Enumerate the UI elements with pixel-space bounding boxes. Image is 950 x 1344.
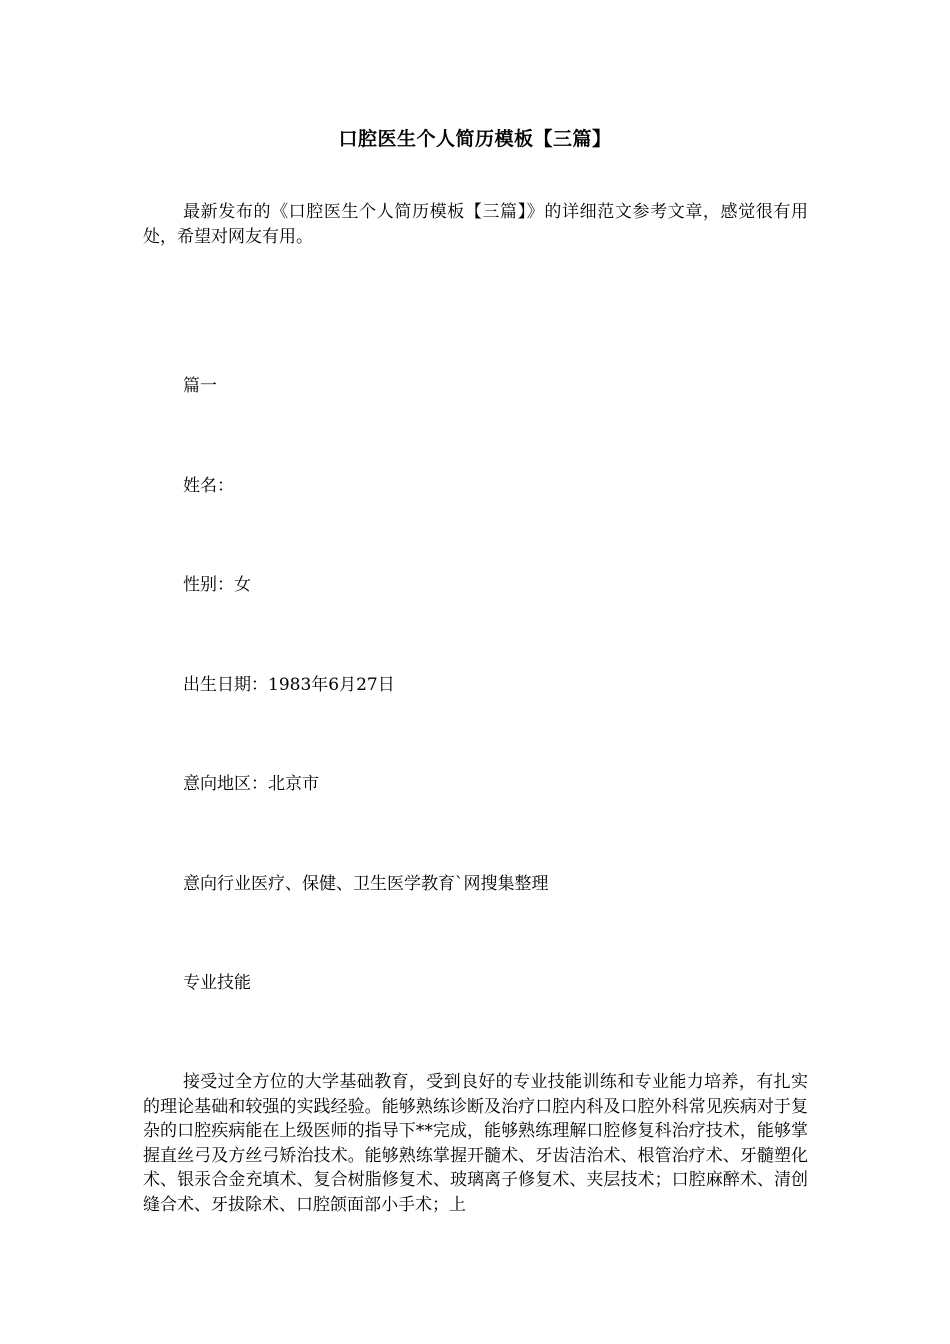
- gender-field: 性别：女: [183, 575, 251, 595]
- industry-field: 意向行业医疗、保健、卫生医学教育`网搜集整理: [183, 874, 549, 894]
- skills-heading: 专业技能: [183, 973, 251, 993]
- birth-date-field: 出生日期：1983年6月27日: [183, 675, 395, 695]
- name-field: 姓名：: [183, 476, 234, 496]
- document-title: 口腔医生个人简历模板【三篇】: [338, 128, 612, 150]
- intro-paragraph: 最新发布的《口腔医生个人简历模板【三篇】》的详细范文参考文章，感觉很有用处，希望对网友有用。: [143, 202, 808, 247]
- skills-paragraph: 接受过全方位的大学基础教育，受到良好的专业技能训练和专业能力培养，有扎实的理论基础和较强的实践经验。能够熟练诊断及治疗口腔内科及口腔外科常见疾病对于复杂的口腔疾病能在上级医师的指导下**完成，能够熟练理解口腔修复科治疗技术，能够掌握直丝弓及方丝弓矫治技术。能够熟练掌握开髓术、牙齿洁治术、根管治疗术、牙髓塑化术、银汞合金充填术、复合树脂修复术、玻璃离子修复术、夹层技术；口腔麻醉术、清创缝合术、牙拔除术、口腔颌面部小手术；上: [143, 1072, 808, 1215]
- section-label: 篇一: [183, 376, 217, 396]
- region-field: 意向地区：北京市: [183, 774, 319, 794]
